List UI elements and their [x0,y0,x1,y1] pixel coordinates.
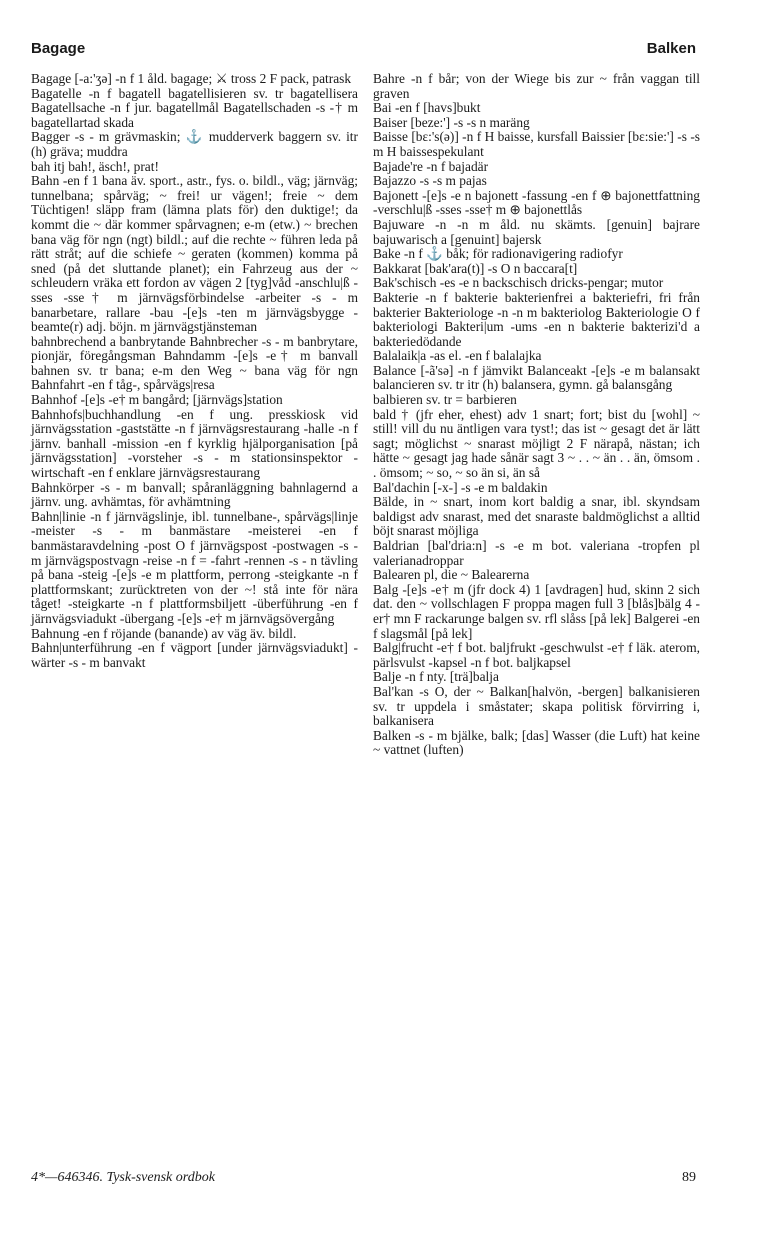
entry-bahnhofsbuchhandlung: Bahnhofs|buchhandlung -en f ung. presskiosk vid järnvägsstation -gaststätte -n f järnvägsrestaurang -halle -n f järnv. banhall -mission -en f kyrklig hjälporganisation [på järnvägsstation] -vorsteher -s - m stationsinspektor -wirtschaft -en f enklare järnvägsrestaurang [31,406,358,481]
entry-baiser: Baiser [beze:'] -s -s n maräng [373,114,530,130]
entry-bajadere: Bajade're -n f bajadär [373,158,489,174]
entry-balgfrucht: Balg|frucht -e† f bot. baljfrukt -geschwulst -e† f läk. aterom, pärlsvulst -kapsel -n f bot. baljkapsel [373,640,700,670]
entry-bagger: Bagger -s - m grävmaskin; ⚓ mudderverk baggern sv. itr (h) gräva; muddra [31,129,358,159]
page-footer [31,1170,696,1190]
header-last-word: Balken [646,40,696,57]
entry-bald: bald † (jfr eher, ehest) adv 1 snart; fort; bist du [wohl] ~ still! vill du nu äntligen vara tyst!; das ist ~ gesagt det är lätt sagt; möglichst ~ snarast möjligt 2 F närapå, nästan; ich hätte ~ gesagt jag hade sånär sagt 3 ~ . . ~ än . . än, ömsom . . ömsom; ~ so, ~ so än si, än så [373,406,700,481]
entry-bakterie: Bakterie -n f bakterie bakterienfrei a bakteriefri, fri från bakterier Bakteriologe -n -n m bakteriolog Bakteriologie O f bakteriologi Bakteri|um -ums -en n bakterie bakterizi'd a bakteriedödande [373,289,700,349]
entry-balg: Balg -[e]s -e† m (jfr dock 4) 1 [avdragen] hud, skinn 2 sich dat. den ~ vollschlagen F proppa magen full 3 [blås]bälg 4 -er† mn F rackarunge balgen sv. rfl slåss [på lek] Balgerei -en f slagsmål [på lek] [373,581,700,641]
entry-bajuware: Bajuware -n -n m åld. nu skämts. [genuin] bajrare bajuwarisch a [genuint] bajersk [373,216,700,247]
entry-bahnkoerper: Bahnkörper -s - m banvall; spåranläggning bahnlagernd a järnv. ung. avhämtas, för avhämtning [31,479,358,510]
entry-balearen: Balearen pl, die ~ Balearerna [373,567,530,583]
entry-bajonett: Bajonett -[e]s -e n bajonett -fassung -en f ⊕ bajonettfattning -verschlu|ß -sses -sse† m ⊕ bajonettlås [373,187,700,218]
page-header [31,40,696,60]
entry-bah: bah itj bah!, äsch!, prat! [31,158,159,174]
entry-baldachin: Bal'dachin [-x-] -s -e m baldakin [373,479,548,495]
entry-bajazzo: Bajazzo -s -s m pajas [373,173,487,189]
entry-bahn: Bahn -en f 1 bana äv. sport., astr., fys. o. bildl., väg; järnväg; tunnelbana; spårväg; ~ frei! ur vägen!; freie ~ dem Tüchtigen! släpp fram (lämna plats för) den duktige!; da kommt die ~ där kommer spårvagnen; e-m (etw.) ~ brechen bana väg för ngn (ngt) bildl.; auf die rechte ~ führen leda på rätt stråt; auf die schiefe ~ geraten (kommen) komma på sned (på det sluttande planet); ein Fahrzeug aus der ~ schleudern vräka ett fordon av vägen 2 [tyg]våd -anschlu|ß -sses -sse† m järnvägsförbindelse -arbeiter -s - m banarbetare, rallare -bau -[e]s -ten m järnvägsbygge -beamte(r) adj. böjn. m järnvägstjänsteman [31,173,358,335]
entry-bahnbrechend: bahnbrechend a banbrytande Bahnbrecher -s - m banbrytare, pionjär, föregångsman Bahndamm -[e]s -e† m banvall bahnen sv. tr bana; e-m den Weg ~ bana väg för ngn Bahnfahrt -en f tåg-, spårvägs|resa [31,333,358,393]
entry-bake: Bake -n f ⚓ båk; för radionavigering radiofyr [373,246,623,262]
entry-baelde: Bälde, in ~ snart, inom kort baldig a snar, ibl. skyndsam baldigst adv snarast, med det snaraste baldmöglichst a alltid böjt snarast möjliga [373,494,700,539]
entry-bakkarat: Bakkarat [bak'ara(t)] -s O n baccara[t] [373,260,578,276]
entry-balalaika: Balalaik|a -as el. -en f balalajka [373,348,542,364]
entry-bakschisch: Bak'schisch -es -e n backschisch dricks-pengar; mutor [373,275,664,291]
left-column [31,72,358,670]
entry-bagatelle: Bagatelle -n f bagatell bagatellisieren sv. tr bagatellisera Bagatellsache -n f jur. bagatellmål Bagatellschaden -s -† m bagatellartad skada [31,85,358,130]
entry-balken: Balken -s - m bjälke, balk; [das] Wasser (die Luft) hat keine ~ vattnet (luften) [373,727,700,758]
entry-bagage: Bagage [-a:'ʒə] -n f 1 åld. bagage; ⚔ tross 2 F pack, patrask [31,71,352,86]
right-column [373,72,700,758]
entry-bai: Bai -en f [havs]bukt [373,100,481,116]
entry-baisse: Baisse [bɛ:'s(ə)] -n f H baisse, kursfall Baissier [bɛ:sie:'] -s -s m H baissespekulant [373,129,700,159]
page-number: 89 [682,1170,696,1185]
entry-balance: Balance [-ã'sə] -n f jämvikt Balanceakt -[e]s -e m balansakt balancieren sv. tr itr (h) balansera, gymn. gå balansgång [373,362,700,393]
entry-balje: Balje -n f nty. [trä]balja [373,669,499,685]
entry-bahre: Bahre -n f bår; von der Wiege bis zur ~ från vaggan till graven [373,71,700,101]
footer-imprint: 4*—646346. Tysk-svensk ordbok [31,1170,215,1185]
entry-balbieren: balbieren sv. tr = barbieren [373,392,517,408]
entry-bahnung: Bahnung -en f röjande (banande) av väg äv. bildl. [31,625,297,641]
entry-baldrian: Baldrian [bal'dria:n] -s -e m bot. valeriana -tropfen pl valerianadroppar [373,538,700,568]
entry-bahnhof: Bahnhof -[e]s -e† m bangård; [järnvägs]station [31,392,283,408]
entry-bahnlinie: Bahn|linie -n f järnvägslinje, ibl. tunnelbane-, spårvägs|linje -meister -s - m banmästare -meisterei -en f banmästaravdelning -post O f järnvägspost -postwagen -s - m järnvägspostvagn -reise -n f = -fahrt -rennen -s - n tävling på bana -steig -[e]s -e m plattform, perrong -steigkante -n f plattformskant; zurücktreten von der ~! stå inte för nära tåget! -steigkarte -n f plattformsbiljett -überführung -en f järnvägsviadukt -übergang -[e]s -e† m järnvägsövergång [31,508,358,626]
entry-balkan: Bal'kan -s O, der ~ Balkan[halvön, -bergen] balkanisieren sv. tr uppdela i småstater; skapa politisk förvirring i, balkanisera [373,683,700,729]
header-first-word: Bagage [31,40,86,57]
entry-bahnunterfuehrung: Bahn|unterführung -en f vägport [under järnvägsviadukt] -wärter -s - m banvakt [31,640,358,670]
